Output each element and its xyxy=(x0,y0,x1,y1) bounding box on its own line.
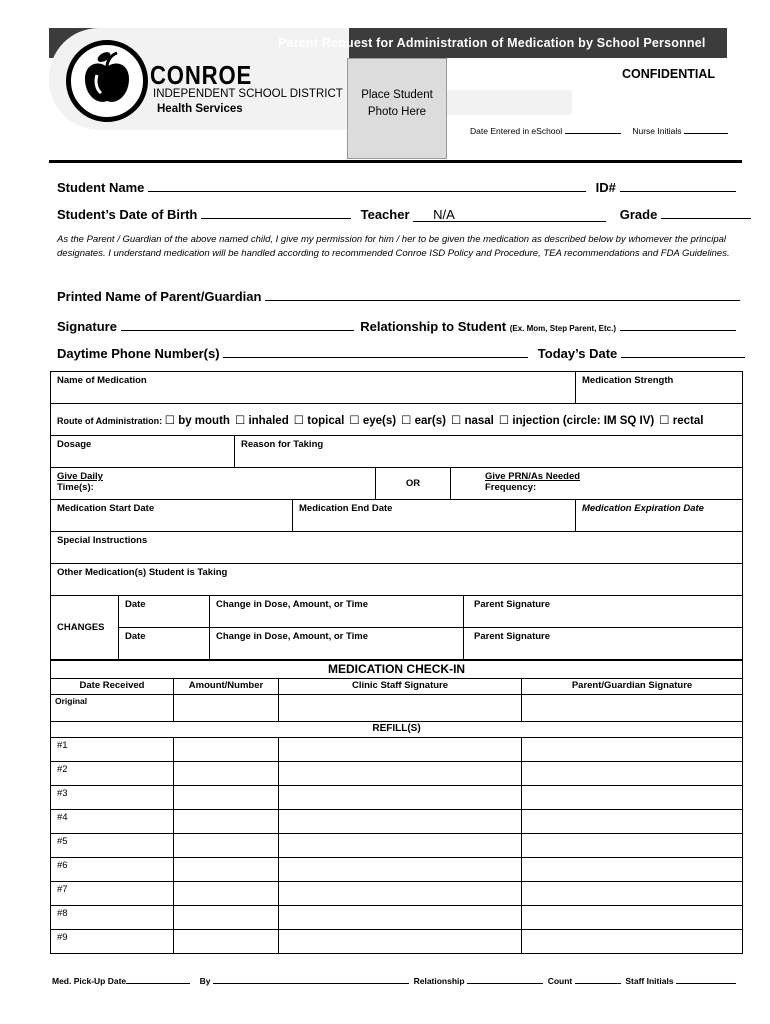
start-date-cell[interactable] xyxy=(51,500,293,532)
refill-row-amount[interactable] xyxy=(174,737,279,761)
col-parent-signature: Parent/Guardian Signature xyxy=(522,678,743,694)
change-detail-label: Change in Dose, Amount, or Time xyxy=(216,599,369,610)
end-date-label: Medication End Date xyxy=(299,503,393,514)
signature-row xyxy=(57,316,736,334)
original-row-parent[interactable] xyxy=(522,694,743,721)
todays-date-label: Today’s Date xyxy=(537,346,618,361)
student-photo-box[interactable] xyxy=(347,58,447,159)
relationship-field[interactable] xyxy=(620,316,736,331)
refill-row-amount[interactable] xyxy=(174,905,279,929)
nurse-initials-label: Nurse Initials xyxy=(632,126,682,136)
reason-label: Reason for Taking xyxy=(241,439,324,450)
relationship-label: Relationship to Student xyxy=(360,319,507,334)
end-date-cell[interactable] xyxy=(293,500,576,532)
refill-row-amount[interactable] xyxy=(174,809,279,833)
refill-row-parent[interactable] xyxy=(522,809,743,833)
or-cell xyxy=(376,468,451,500)
staff-initials-label: Staff Initials xyxy=(625,976,674,986)
give-daily-label: Give Daily xyxy=(57,471,103,482)
special-instructions-label: Special Instructions xyxy=(57,535,148,546)
relationship-hint: (Ex. Mom, Step Parent, Etc.) xyxy=(509,324,616,333)
logo-department: Health Services xyxy=(157,103,243,115)
dob-field[interactable] xyxy=(201,204,351,219)
refill-row-clinic[interactable] xyxy=(279,809,522,833)
grade-field[interactable] xyxy=(661,204,751,219)
prn-cell[interactable] xyxy=(451,468,743,500)
prn-label: Give PRN/As Needed xyxy=(485,471,581,482)
parent-name-field[interactable] xyxy=(265,286,740,301)
student-name-label: Student Name xyxy=(57,180,145,195)
original-row-clinic[interactable] xyxy=(279,694,522,721)
special-instructions-cell[interactable] xyxy=(51,532,743,564)
change-date-label: Date xyxy=(125,599,146,610)
dosage-cell[interactable] xyxy=(51,436,235,468)
route-injection-checkbox[interactable]: ☐ injection (circle: IM SQ IV) xyxy=(498,414,655,427)
route-topical-checkbox[interactable]: ☐ topical xyxy=(293,414,345,427)
times-label: Time(s): xyxy=(57,482,94,493)
medication-name-cell[interactable] xyxy=(51,372,576,404)
dob-label: Student’s Date of Birth xyxy=(57,207,198,222)
refill-label: #3 xyxy=(57,787,68,799)
student-name-field[interactable] xyxy=(148,177,586,192)
header-divider xyxy=(49,160,742,163)
checkin-title-cell xyxy=(51,660,743,678)
nurse-initials-field[interactable] xyxy=(684,125,728,134)
confidential-label: CONFIDENTIAL xyxy=(622,67,716,81)
refill-row-date[interactable] xyxy=(51,857,174,881)
staff-initials-field[interactable] xyxy=(676,975,736,984)
phone-field[interactable] xyxy=(223,343,528,358)
refill-row-parent[interactable] xyxy=(522,761,743,785)
changes-label: CHANGES xyxy=(57,622,105,633)
refill-row-parent[interactable] xyxy=(522,785,743,809)
refill-label: #7 xyxy=(57,883,68,895)
medication-table xyxy=(50,371,743,660)
refill-row-amount[interactable] xyxy=(174,929,279,953)
route-cell xyxy=(51,404,743,436)
change-signature-cell-1[interactable] xyxy=(464,596,743,628)
change-detail-cell-2[interactable] xyxy=(210,628,464,660)
changes-cell xyxy=(51,596,119,660)
refill-row-date[interactable] xyxy=(51,785,174,809)
refill-row-clinic[interactable] xyxy=(279,857,522,881)
student-name-row xyxy=(57,177,736,195)
change-date-cell-2[interactable] xyxy=(119,628,210,660)
teacher-field[interactable]: N/A xyxy=(413,207,606,222)
signature-field[interactable] xyxy=(121,316,354,331)
route-inhaled-checkbox[interactable]: ☐ inhaled xyxy=(234,414,289,427)
grade-label: Grade xyxy=(619,207,658,222)
refill-label: #9 xyxy=(57,931,68,943)
parent-name-label: Printed Name of Parent/Guardian xyxy=(57,289,262,304)
photo-line-1: Place Student xyxy=(361,89,433,101)
refills-title: REFILL(S) xyxy=(372,722,421,734)
date-entered-label: Date Entered in eSchool xyxy=(470,126,563,136)
refill-row-parent[interactable] xyxy=(522,833,743,857)
refill-row-amount[interactable] xyxy=(174,761,279,785)
change-signature-label: Parent Signature xyxy=(474,599,551,610)
pickup-date-field[interactable] xyxy=(126,975,190,984)
route-label: Route of Administration: xyxy=(57,415,163,426)
refill-row-clinic[interactable] xyxy=(279,737,522,761)
original-row-amount[interactable] xyxy=(174,694,279,721)
phone-label: Daytime Phone Number(s) xyxy=(57,346,220,361)
route-by-mouth-checkbox[interactable]: ☐ by mouth xyxy=(164,414,230,427)
pickup-relationship-label: Relationship xyxy=(413,976,465,986)
refill-row-date[interactable] xyxy=(51,905,174,929)
logo-name: CONROE xyxy=(150,60,253,90)
refill-row-amount[interactable] xyxy=(174,833,279,857)
refill-label: #8 xyxy=(57,907,68,919)
phone-row xyxy=(57,343,745,361)
pickup-count-field[interactable] xyxy=(575,975,621,984)
original-label: Original xyxy=(55,695,88,706)
refill-row-amount[interactable] xyxy=(174,785,279,809)
refill-row-date[interactable] xyxy=(51,929,174,953)
refill-label: #5 xyxy=(57,835,68,847)
change-signature-cell-2[interactable] xyxy=(464,628,743,660)
give-daily-cell[interactable] xyxy=(51,468,376,500)
route-nasal-checkbox[interactable]: ☐ nasal xyxy=(450,414,494,427)
date-entered-field[interactable] xyxy=(565,125,621,134)
frequency-label: Frequency: xyxy=(485,482,537,493)
pickup-date-label: Med. Pick-Up Date xyxy=(52,976,127,986)
checkin-table xyxy=(50,659,743,954)
expiration-date-cell[interactable] xyxy=(576,500,743,532)
refill-row-amount[interactable] xyxy=(174,857,279,881)
or-label: OR xyxy=(405,478,421,489)
refill-row-date[interactable] xyxy=(51,881,174,905)
parent-name-row xyxy=(57,286,740,304)
apple-logo-icon xyxy=(66,40,148,122)
teacher-label: Teacher xyxy=(360,207,410,222)
medication-strength-label: Medication Strength xyxy=(582,375,674,386)
signature-label: Signature xyxy=(57,319,117,334)
refill-row-date[interactable] xyxy=(51,761,174,785)
pickup-relationship-field[interactable] xyxy=(467,975,543,984)
other-medications-cell[interactable] xyxy=(51,564,743,596)
header-strip xyxy=(447,90,572,115)
refill-row-parent[interactable] xyxy=(522,857,743,881)
refill-row-date[interactable] xyxy=(51,833,174,857)
refill-row-amount[interactable] xyxy=(174,881,279,905)
refill-row-parent[interactable] xyxy=(522,737,743,761)
expiration-date-label: Medication Expiration Date xyxy=(582,503,704,514)
route-ears-checkbox[interactable]: ☐ ear(s) xyxy=(401,414,446,427)
change-date-label: Date xyxy=(125,631,146,642)
student-id-field[interactable] xyxy=(620,177,736,192)
refill-row-clinic[interactable] xyxy=(279,833,522,857)
refill-label: #6 xyxy=(57,859,68,871)
dosage-label: Dosage xyxy=(57,439,92,450)
dob-row xyxy=(57,204,751,222)
refill-row-parent[interactable] xyxy=(522,881,743,905)
todays-date-field[interactable] xyxy=(621,343,745,358)
medication-name-label: Name of Medication xyxy=(57,375,147,386)
refills-title-cell xyxy=(51,721,743,737)
logo-district: INDEPENDENT SCHOOL DISTRICT xyxy=(153,88,343,100)
refill-row-clinic[interactable] xyxy=(279,905,522,929)
refill-row-clinic[interactable] xyxy=(279,929,522,953)
change-signature-label: Parent Signature xyxy=(474,631,551,642)
refill-row-date[interactable] xyxy=(51,809,174,833)
refill-row-clinic[interactable] xyxy=(279,881,522,905)
pickup-by-label: By xyxy=(199,976,211,986)
col-date-received: Date Received xyxy=(51,678,174,694)
pickup-footer xyxy=(52,975,736,986)
photo-line-2: Photo Here xyxy=(367,106,427,118)
refill-row-clinic[interactable] xyxy=(279,785,522,809)
refill-row-clinic[interactable] xyxy=(279,761,522,785)
consent-statement: As the Parent / Guardian of the above named child, I give my permission for him / her to be given the medication as described below by whomever the principal designates. I understand medication will be handled according to recommended Conroe ISD Policy and Procedure, TEA recommendations and FDA Guidelines. xyxy=(57,234,730,259)
pickup-by-field[interactable] xyxy=(213,975,409,984)
refill-label: #1 xyxy=(57,739,68,751)
col-clinic-signature: Clinic Staff Signature xyxy=(279,678,522,694)
col-amount: Amount/Number xyxy=(174,678,279,694)
student-id-label: ID# xyxy=(595,180,616,195)
original-row-date[interactable] xyxy=(51,694,174,721)
reason-cell[interactable] xyxy=(235,436,743,468)
refill-row-parent[interactable] xyxy=(522,905,743,929)
change-date-cell-1[interactable] xyxy=(119,596,210,628)
route-eyes-checkbox[interactable]: ☐ eye(s) xyxy=(349,414,397,427)
office-use-line xyxy=(470,125,728,136)
start-date-label: Medication Start Date xyxy=(57,503,155,514)
change-detail-cell-1[interactable] xyxy=(210,596,464,628)
refill-row-parent[interactable] xyxy=(522,929,743,953)
route-rectal-checkbox[interactable]: ☐ rectal xyxy=(659,414,704,427)
refill-label: #4 xyxy=(57,811,68,823)
change-detail-label: Change in Dose, Amount, or Time xyxy=(216,631,369,642)
form-title: Parent Request for Administration of Medication by School Personnel xyxy=(278,36,706,50)
refill-label: #2 xyxy=(57,763,68,775)
pickup-count-label: Count xyxy=(547,976,573,986)
medication-strength-cell[interactable] xyxy=(576,372,743,404)
refill-row-date[interactable] xyxy=(51,737,174,761)
checkin-title: MEDICATION CHECK-IN xyxy=(327,662,466,676)
other-medications-label: Other Medication(s) Student is Taking xyxy=(57,567,228,578)
